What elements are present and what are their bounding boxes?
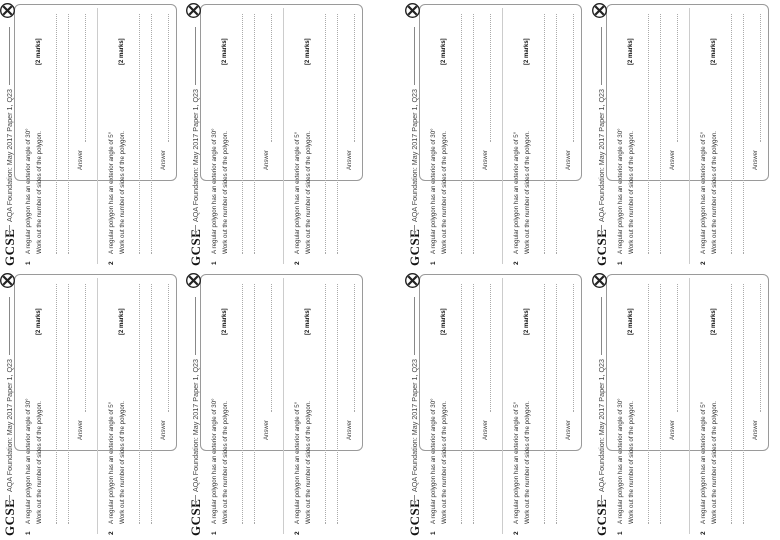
question-1-answer-label: Answer [78, 419, 84, 440]
question-2-instruction: Work out the number of sides of the polygon. [119, 130, 126, 254]
question-1-text: A regular polygon has an exterior angle of 30° [211, 398, 218, 524]
question-2-instruction: Work out the number of sides of the polygon. [305, 400, 312, 524]
dx-cross-logo-icon [591, 2, 608, 19]
question-1-answer-label: Answer [264, 149, 270, 170]
question-2-number: 2 [108, 261, 115, 265]
question-2-text: A regular polygon has an exterior angle of 5° [294, 401, 301, 524]
gcse-label: GCSE [2, 228, 17, 266]
question-1-number: 1 [211, 261, 218, 265]
working-line [461, 284, 462, 524]
question-1-marks: [2 marks] [441, 38, 447, 65]
dx-cross-logo-icon [185, 272, 202, 289]
question-2-instruction: Work out the number of sides of the polygon. [711, 400, 718, 524]
question-2-text: A regular polygon has an exterior angle of 5° [108, 131, 115, 254]
question-2-number: 2 [513, 261, 520, 265]
working-line [68, 284, 69, 524]
working-line [56, 14, 57, 254]
question-separator [97, 278, 98, 534]
question-1-answer-label: Answer [670, 149, 676, 170]
question-2-number: 2 [513, 531, 520, 535]
working-line [556, 284, 557, 524]
answer-line [490, 14, 491, 142]
working-line [139, 14, 140, 254]
dx-cross-logo-icon [404, 272, 421, 289]
gcse-label: GCSE [407, 228, 422, 266]
question-1-instruction: Work out the number of sides of the polygon. [441, 130, 448, 254]
question-1-instruction: Work out the number of sides of the polygon. [222, 130, 229, 254]
working-line [325, 284, 326, 524]
dx-cross-logo-icon [0, 2, 16, 19]
question-2-marks: [2 marks] [119, 308, 125, 335]
answer-line [760, 284, 761, 412]
paper-title: AQA Foundation: May 2017 Paper 1, Q23 [191, 358, 200, 492]
question-2-text: A regular polygon has an exterior angle of 5° [513, 401, 520, 524]
answer-line [271, 14, 272, 142]
working-line [731, 14, 732, 254]
paper-title: AQA Foundation: May 2017 Paper 1, Q23 [410, 358, 419, 492]
answer-line [677, 14, 678, 142]
question-2-text: A regular polygon has an exterior angle of 5° [108, 401, 115, 524]
question-1-text: A regular polygon has an exterior angle of 30° [25, 128, 32, 254]
working-line [139, 284, 140, 524]
paper-title: AQA Foundation: May 2017 Paper 1, Q23 [597, 88, 606, 222]
working-line [461, 14, 462, 254]
question-separator [502, 278, 503, 534]
question-1-marks: [2 marks] [222, 38, 228, 65]
question-1-number: 1 [25, 261, 32, 265]
gcse-label: GCSE [2, 498, 17, 536]
answer-line [271, 284, 272, 412]
question-2-number: 2 [294, 531, 301, 535]
question-2-answer-label: Answer [753, 419, 759, 440]
question-1-marks: [2 marks] [36, 308, 42, 335]
question-2-marks: [2 marks] [305, 38, 311, 65]
question-2-marks: [2 marks] [524, 308, 530, 335]
question-2-instruction: Work out the number of sides of the polygon. [119, 400, 126, 524]
answer-line [490, 284, 491, 412]
working-line [731, 284, 732, 524]
question-1-instruction: Work out the number of sides of the polygon. [628, 400, 635, 524]
gcse-label: GCSE [188, 498, 203, 536]
question-1-instruction: Work out the number of sides of the polygon. [36, 130, 43, 254]
working-line [325, 14, 326, 254]
working-line [254, 14, 255, 254]
question-1-instruction: Work out the number of sides of the polygon. [628, 130, 635, 254]
question-1-text: A regular polygon has an exterior angle of 30° [25, 398, 32, 524]
question-separator [283, 8, 284, 264]
dx-cross-logo-icon [0, 272, 16, 289]
answer-line [573, 284, 574, 412]
answer-line [85, 284, 86, 412]
question-2-answer-label: Answer [347, 149, 353, 170]
working-line [743, 14, 744, 254]
question-1-marks: [2 marks] [222, 308, 228, 335]
question-2-marks: [2 marks] [119, 38, 125, 65]
working-line [648, 14, 649, 254]
question-1-text: A regular polygon has an exterior angle of 30° [430, 128, 437, 254]
question-2-marks: [2 marks] [711, 308, 717, 335]
paper-title: AQA Foundation: May 2017 Paper 1, Q23 [410, 88, 419, 222]
working-line [337, 14, 338, 254]
question-1-text: A regular polygon has an exterior angle of 30° [430, 398, 437, 524]
working-line [544, 284, 545, 524]
working-line [556, 14, 557, 254]
question-1-number: 1 [211, 531, 218, 535]
working-line [68, 14, 69, 254]
gcse-label: GCSE [407, 498, 422, 536]
question-1-answer-label: Answer [264, 419, 270, 440]
question-2-instruction: Work out the number of sides of the polygon. [524, 400, 531, 524]
question-2-answer-label: Answer [161, 149, 167, 170]
question-card [592, 270, 780, 536]
question-1-text: A regular polygon has an exterior angle of 30° [211, 128, 218, 254]
question-2-number: 2 [294, 261, 301, 265]
question-1-number: 1 [617, 531, 624, 535]
dx-cross-logo-icon [591, 272, 608, 289]
question-2-number: 2 [108, 531, 115, 535]
question-2-answer-label: Answer [566, 419, 572, 440]
question-1-answer-label: Answer [483, 419, 489, 440]
question-2-instruction: Work out the number of sides of the polygon. [524, 130, 531, 254]
question-1-text: A regular polygon has an exterior angle of 30° [617, 398, 624, 524]
gcse-label: GCSE [594, 498, 609, 536]
working-line [242, 14, 243, 254]
answer-line [85, 14, 86, 142]
gcse-label: GCSE [188, 228, 203, 266]
question-1-instruction: Work out the number of sides of the polygon. [441, 400, 448, 524]
working-line [242, 284, 243, 524]
answer-line [168, 14, 169, 142]
question-1-instruction: Work out the number of sides of the polygon. [222, 400, 229, 524]
question-1-answer-label: Answer [483, 149, 489, 170]
paper-title: AQA Foundation: May 2017 Paper 1, Q23 [5, 358, 14, 492]
question-2-marks: [2 marks] [524, 38, 530, 65]
working-line [473, 14, 474, 254]
question-2-marks: [2 marks] [305, 308, 311, 335]
working-line [337, 284, 338, 524]
question-2-number: 2 [700, 531, 707, 535]
working-line [648, 284, 649, 524]
dx-cross-logo-icon [185, 2, 202, 19]
answer-line [760, 14, 761, 142]
working-line [254, 284, 255, 524]
question-1-number: 1 [617, 261, 624, 265]
working-line [660, 284, 661, 524]
paper-title: AQA Foundation: May 2017 Paper 1, Q23 [5, 88, 14, 222]
question-1-number: 1 [25, 531, 32, 535]
question-2-answer-label: Answer [566, 149, 572, 170]
answer-line [573, 14, 574, 142]
question-2-answer-label: Answer [347, 419, 353, 440]
question-1-marks: [2 marks] [36, 38, 42, 65]
question-1-number: 1 [430, 531, 437, 535]
question-separator [283, 278, 284, 534]
working-line [660, 14, 661, 254]
working-line [151, 14, 152, 254]
dx-cross-logo-icon [404, 2, 421, 19]
question-1-answer-label: Answer [670, 419, 676, 440]
working-line [544, 14, 545, 254]
answer-line [354, 284, 355, 412]
question-1-answer-label: Answer [78, 149, 84, 170]
question-1-text: A regular polygon has an exterior angle of 30° [617, 128, 624, 254]
question-2-text: A regular polygon has an exterior angle of 5° [700, 131, 707, 254]
answer-line [677, 284, 678, 412]
question-2-text: A regular polygon has an exterior angle of 5° [700, 401, 707, 524]
working-line [56, 284, 57, 524]
paper-title: AQA Foundation: May 2017 Paper 1, Q23 [597, 358, 606, 492]
question-2-number: 2 [700, 261, 707, 265]
question-1-instruction: Work out the number of sides of the polygon. [36, 400, 43, 524]
question-2-answer-label: Answer [161, 419, 167, 440]
working-line [151, 284, 152, 524]
question-separator [689, 8, 690, 264]
question-2-text: A regular polygon has an exterior angle of 5° [294, 131, 301, 254]
question-separator [97, 8, 98, 264]
question-2-marks: [2 marks] [711, 38, 717, 65]
answer-line [168, 284, 169, 412]
question-2-instruction: Work out the number of sides of the polygon. [711, 130, 718, 254]
question-2-text: A regular polygon has an exterior angle of 5° [513, 131, 520, 254]
working-line [743, 284, 744, 524]
paper-title: AQA Foundation: May 2017 Paper 1, Q23 [191, 88, 200, 222]
working-line [473, 284, 474, 524]
question-separator [502, 8, 503, 264]
question-separator [689, 278, 690, 534]
question-2-instruction: Work out the number of sides of the polygon. [305, 130, 312, 254]
question-1-marks: [2 marks] [628, 308, 634, 335]
question-1-number: 1 [430, 261, 437, 265]
question-1-marks: [2 marks] [441, 308, 447, 335]
answer-line [354, 14, 355, 142]
gcse-label: GCSE [594, 228, 609, 266]
question-2-answer-label: Answer [753, 149, 759, 170]
question-1-marks: [2 marks] [628, 38, 634, 65]
question-card [592, 0, 780, 266]
